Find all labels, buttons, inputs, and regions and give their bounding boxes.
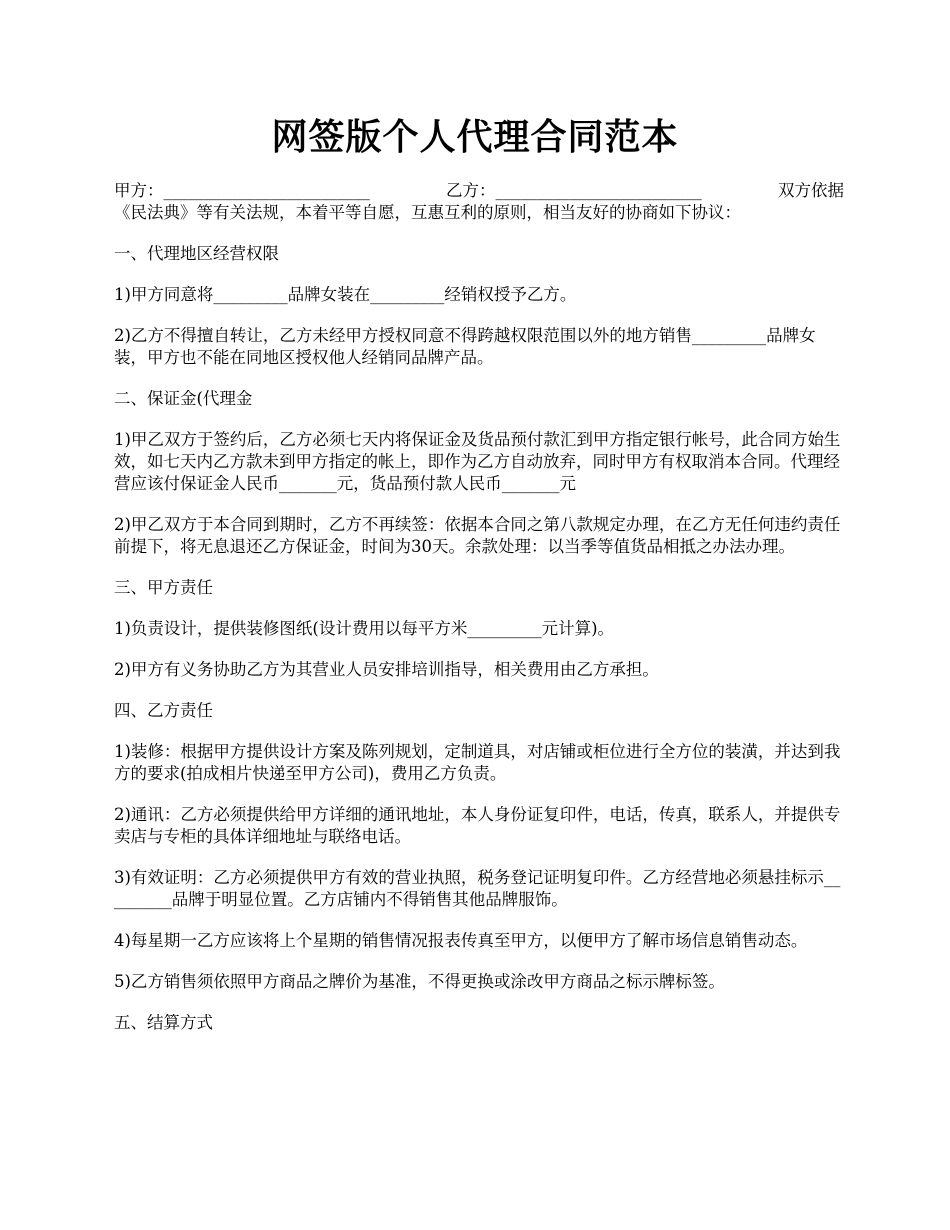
clause-paragraph: 2)甲乙双方于本合同到期时，乙方不再续签：依据本合同之第八款规定办理，在乙方无任何违约责任前提下，将无息退还乙方保证金，时间为30天。余款处理：以当季等值货品相抵之办法办理。: [114, 515, 841, 556]
section-heading: 四、乙方责任: [114, 701, 213, 720]
section-heading: 一、代理地区经营权限: [114, 244, 279, 263]
clause-paragraph: 1)甲方同意将_________品牌女装在_________经销权授予乙方。: [114, 285, 577, 304]
party-a-field: 甲方：_________________________: [114, 181, 370, 200]
party-b-field: 乙方：_________________________: [446, 181, 702, 200]
clause-paragraph: 3)有效证明：乙方必须提供甲方有效的营业执照，税务登记证明复印件。乙方经营地必须悬挂标示_________品牌于明显位置。乙方店铺内不得销售其他品牌服饰。: [114, 868, 841, 909]
clause-paragraph: 5)乙方销售须依照甲方商品之牌价为基准，不得更换或涂改甲方商品之标示牌标签。: [114, 972, 725, 991]
intro-start: 双方依据: [778, 181, 844, 200]
clause-paragraph: 2)甲方有义务协助乙方为其营业人员安排培训指导，相关费用由乙方承担。: [114, 660, 659, 679]
section-heading: 五、结算方式: [114, 1013, 213, 1032]
parties-paragraph: [114, 180, 844, 224]
document-title: 网签版个人代理合同范本: [271, 116, 679, 158]
clause-paragraph: 1)甲乙双方于签约后，乙方必须七天内将保证金及货品预付款汇到甲方指定银行帐号，此合同方始生效，如七天内乙方款未到甲方指定的帐上，即作为乙方自动放弃，同时甲方有权取消本合同。代理经营应该付保证金人民币_______元，货品预付款人民币_______元: [114, 430, 841, 493]
intro-text: 《民法典》等有关法规，本着平等自愿，互惠互利的原则，相当友好的协商如下协议：: [114, 203, 741, 222]
section-heading: 二、保证金(代理金: [114, 389, 253, 408]
clause-paragraph: 1)装修：根据甲方提供设计方案及陈列规划，定制道具，对店铺或柜位进行全方位的装潢，并达到我方的要求(拍成相片快递至甲方公司)，费用乙方负责。: [114, 742, 841, 783]
clause-paragraph: 1)负责设计，提供装修图纸(设计费用以每平方米_________元计算)。: [114, 619, 615, 638]
clause-paragraph: 4)每星期一乙方应该将上个星期的销售情况报表传真至甲方，以便甲方了解市场信息销售动态。: [114, 931, 808, 950]
clause-paragraph: 2)通讯：乙方必须提供给甲方详细的通讯地址，本人身份证复印件，电话，传真，联系人，并提供专卖店与专柜的具体详细地址与联络电话。: [114, 805, 841, 846]
document-body: [114, 180, 844, 1053]
section-heading: 三、甲方责任: [114, 578, 213, 597]
clause-paragraph: 2)乙方不得擅自转让，乙方未经甲方授权同意不得跨越权限范围以外的地方销售_________品牌女装，甲方也不能在同地区授权他人经销同品牌产品。: [114, 326, 816, 367]
